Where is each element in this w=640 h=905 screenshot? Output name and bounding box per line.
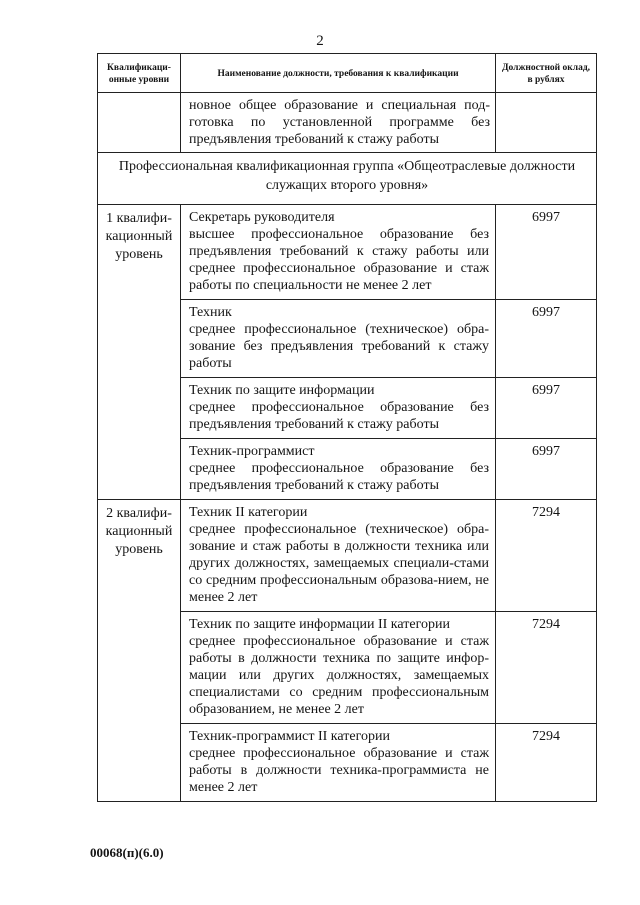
position-title: Техник xyxy=(189,305,232,320)
position-title: Техник по защите информации II категории xyxy=(189,617,450,632)
salary-value: 6997 xyxy=(496,300,597,378)
position-title: Техник по защите информации xyxy=(189,383,375,398)
salary-value: 7294 xyxy=(496,500,597,612)
position-requirements: среднее профессиональное образование и стаж работы в должности техника-программиста не менее 2 лет xyxy=(189,746,489,795)
position-cell xyxy=(181,500,496,612)
salary-value: 6997 xyxy=(496,439,597,500)
group-title-row xyxy=(98,153,597,205)
position-requirements: среднее профессиональное (техническое) обра-зование и стаж работы в должности техника или других должностях, замещаемых специали-стами со средним профессиональным образова-нием, не менее 2 лет xyxy=(189,522,489,605)
salary-value: 7294 xyxy=(496,724,597,802)
position-cell xyxy=(181,300,496,378)
page-number: 2 xyxy=(316,33,324,49)
document-footer-code: 00068(п)(6.0) xyxy=(90,845,164,860)
level-label: 2 квалифи-кационный уровень xyxy=(98,500,181,802)
position-requirements: среднее профессиональное образование без предъявления требований к стажу работы xyxy=(189,400,489,432)
continuation-level-cell xyxy=(98,93,181,153)
table-header-row xyxy=(98,54,597,93)
table-row xyxy=(98,500,597,612)
position-cell xyxy=(181,378,496,439)
position-cell xyxy=(181,205,496,300)
position-cell xyxy=(181,612,496,724)
continuation-row xyxy=(98,93,597,153)
position-requirements: среднее профессиональное (техническое) обра-зование без предъявления требований к стажу работы xyxy=(189,322,489,371)
header-position: Наименование должности, требования к квалификации xyxy=(181,54,496,93)
salary-value: 6997 xyxy=(496,378,597,439)
continuation-salary-cell xyxy=(496,93,597,153)
position-cell xyxy=(181,439,496,500)
position-title: Техник-программист II категории xyxy=(189,729,390,744)
position-title: Техник II категории xyxy=(189,505,308,520)
continuation-text: новное общее образование и специальная под-готовка по установленной программе без предъявления требований к стажу работы xyxy=(181,93,496,153)
qualification-table xyxy=(97,53,597,802)
position-requirements: среднее профессиональное образование без предъявления требований к стажу работы xyxy=(189,461,489,493)
position-requirements: высшее профессиональное образование без предъявления требований к стажу работы или среднее профессиональное образование и стаж работы по специальности не менее 2 лет xyxy=(189,227,489,293)
position-requirements: среднее профессиональное образование и стаж работы в должности техника по защите инфор-мации или других должностях, замещаемых специалистами со средним профессиональным образованием, не менее 2 лет xyxy=(189,634,489,717)
position-cell xyxy=(181,724,496,802)
salary-value: 7294 xyxy=(496,612,597,724)
table-row xyxy=(98,205,597,300)
position-title: Техник-программист xyxy=(189,444,315,459)
position-title: Секретарь руководителя xyxy=(189,210,335,225)
level-label: 1 квалифи-кационный уровень xyxy=(98,205,181,500)
header-level: Квалификаци-онные уровни xyxy=(98,54,181,93)
header-salary: Должностной оклад, в рублях xyxy=(496,54,597,93)
group-title: Профессиональная квалификационная группа «Общеотраслевые должности служащих второго уровня» xyxy=(98,153,597,205)
salary-value: 6997 xyxy=(496,205,597,300)
